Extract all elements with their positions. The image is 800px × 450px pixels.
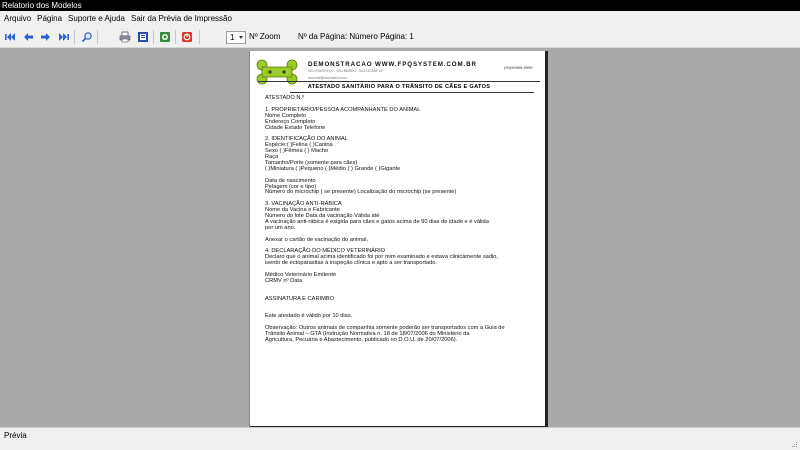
- first-page-icon[interactable]: [4, 31, 16, 43]
- document-line: Observação: Outros animais de companhia somente poderão ser transportados com a Guia de: [265, 325, 505, 332]
- preview-area[interactable]: [0, 48, 800, 427]
- company-email: seuemail@seuemail.com.br: [308, 76, 348, 80]
- last-page-icon[interactable]: [58, 31, 70, 43]
- status-text: Prévia: [4, 431, 27, 440]
- company-phone: (99)99999-9999: [504, 65, 533, 70]
- document-line: Nome Completo: [265, 112, 307, 119]
- document-line: Espécie:( )Felina ( )Canina: [265, 142, 333, 149]
- document-line: CRMV nº Data: [265, 277, 303, 284]
- header-divider: [258, 81, 540, 82]
- document-line: 3. VACINAÇÃO ANTI-RÁBICA: [265, 201, 342, 208]
- menu-arquivo[interactable]: Arquivo: [4, 14, 32, 23]
- document-line: Sexo ( )Fêmea ( ) Macho: [265, 148, 329, 155]
- document-line: Médico Veterinário Emitente: [265, 272, 337, 278]
- document-line: Nome da Vacina e Fabricante: [265, 207, 340, 214]
- status-bar: [0, 427, 800, 450]
- document-line: ATESTADO N.º: [265, 95, 305, 101]
- document-line: Raça: [265, 154, 279, 160]
- zoom-value: 1: [230, 33, 235, 42]
- zoom-label: Nº Zoom: [249, 32, 281, 41]
- document-line: Endereço Completo: [265, 118, 316, 125]
- resize-grip-icon[interactable]: [790, 440, 798, 448]
- document-line: Pelagem (cor e tipo): [265, 183, 317, 190]
- document-line: isento de ectoparasitas à inspeção clínica e apto a ser transportado.: [265, 260, 437, 267]
- document-line: Número do microchip ( se presente) Localização do microchip (se presente): [265, 189, 457, 196]
- document-line: 1. PROPRIETÁRIO/PESSOA ACOMPANHANTE DO ANIMAL: [265, 106, 421, 113]
- export-icon[interactable]: [159, 31, 171, 43]
- menu-bar: [0, 11, 800, 27]
- page-number-label: Nº da Página: Número Página: 1: [298, 32, 414, 41]
- toolbar-separator: [175, 30, 176, 44]
- print-icon[interactable]: [119, 31, 131, 43]
- document-line: Declaro que o animal acima identificado foi por mim examinado e estava clinicamente sadio,: [265, 254, 498, 261]
- previous-page-icon[interactable]: [22, 31, 34, 43]
- toolbar-separator: [199, 30, 200, 44]
- document-line: Data de nascimento: [265, 177, 316, 184]
- document-line: Trânsito Animal – GTA (Instrução Normativa n. 18 de 18/07/2006 do Ministério da: [265, 331, 470, 337]
- document-line: Agricultura, Pecuária e Abastecimento, publicado no D.O.U. de 20/07/2006).: [265, 336, 458, 343]
- menu-pagina[interactable]: Página: [37, 14, 63, 23]
- close-icon[interactable]: [181, 31, 193, 43]
- next-page-icon[interactable]: [40, 31, 52, 43]
- document-line: Cidade Estado Telefone: [265, 124, 326, 131]
- title-divider: [290, 92, 534, 93]
- document-line: Este atestado é válido por 10 dias.: [265, 313, 353, 320]
- company-address: SEU ENDEREÇO - SEU BAIRRO - SUA CIDADE UF: [308, 69, 384, 73]
- menu-sair-previa[interactable]: Sair da Prévia de Impressão: [130, 14, 232, 23]
- toolbar-separator: [97, 30, 98, 44]
- document-line: 4. DECLARAÇÃO DO MÉDICO VETERINÁRIO: [265, 248, 386, 255]
- document-line: 2. IDENTIFICAÇÃO DO ANIMAL: [265, 136, 348, 143]
- zoom-icon[interactable]: [81, 31, 93, 43]
- document-line: Tamanho/Porte (somente para cães): [265, 159, 358, 166]
- document-title: ATESTADO SANITÁRIO PARA O TRÂNSITO DE CÃES E GATOS: [307, 84, 491, 90]
- document-line: A vacinação anti-rábica é exigida para cães e gatos acima de 90 dias de idade e é válida: [265, 218, 489, 225]
- document-line: Número do lote Data da vacinação Válida até: [265, 213, 380, 219]
- document-line: ( )Miniatura ( )Pequeno ( )Médio ( ) Grande ( )Gigante: [265, 165, 401, 172]
- zoom-select[interactable]: [226, 31, 246, 44]
- page-setup-icon[interactable]: [137, 31, 149, 43]
- document-line: Anexar o cartão de vacinação do animal.: [265, 236, 369, 243]
- menu-suporte-ajuda[interactable]: Suporte e Ajuda: [68, 14, 125, 23]
- document-page: [250, 51, 548, 429]
- company-name: DEMONSTRACAO WWW.FPQSYSTEM.COM.BR: [308, 61, 477, 68]
- document-line: ASSINATURA E CARIMBO: [265, 295, 335, 302]
- toolbar-separator: [74, 30, 75, 44]
- chevron-down-icon: [239, 36, 243, 39]
- document-line: por um ano.: [265, 224, 296, 231]
- window-title: Relatorio dos Modelos: [0, 0, 800, 11]
- toolbar-separator: [153, 30, 154, 44]
